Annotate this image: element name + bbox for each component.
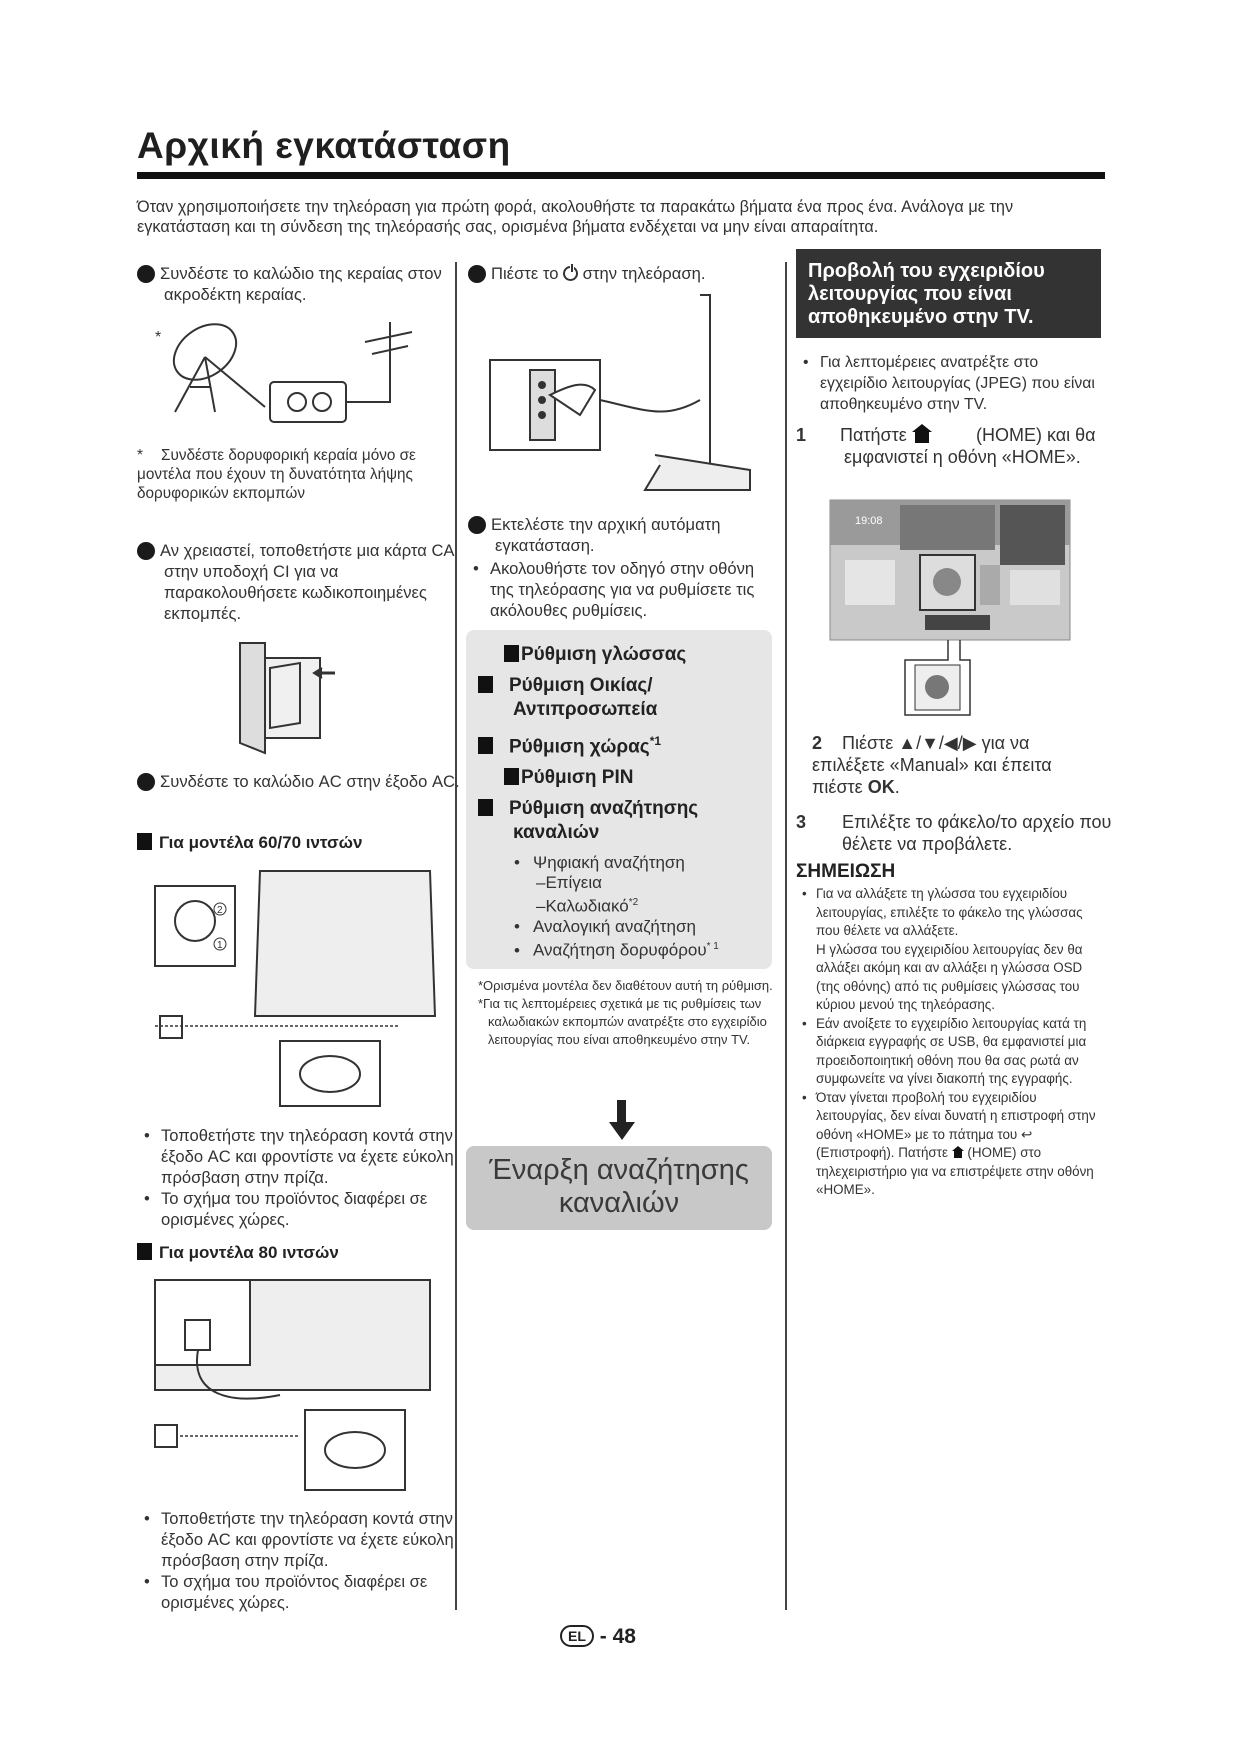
screen-time: 19:08: [855, 515, 883, 527]
return-icon: ↩: [1020, 1126, 1033, 1142]
manual-step-3-text: Επιλέξτε το φάκελο/το αρχείο που θέλετε να προβάλετε.: [842, 812, 1112, 854]
tv-stand: [645, 455, 750, 490]
manual-step-1-number: 1: [796, 425, 807, 445]
manual-step-2-number: 2: [812, 733, 823, 753]
page-footer: [560, 1625, 636, 1649]
cable-tie-inset-80: [305, 1410, 405, 1490]
ac-cable-diagram-80: [150, 1275, 440, 1495]
step-3-number: 3: [137, 773, 155, 791]
footnote-1: *Ορισμένα μοντέλα δεν διαθέτουν αυτή τη ρύθμιση.: [478, 978, 773, 993]
bullet-80-1: • Τοποθετήστε την τηλεόραση κοντά στην έξοδο AC και φροντίστε να έχετε εύκολη πρόσβαση στην πρίζα.: [137, 1508, 455, 1571]
footnote-2: *Για τις λεπτομέρειες σχετικά με τις ρυθμίσεις των καλωδιακών εκπομπών ανατρέξτε στο εγχειρίδιο λειτουργίας που είναι αποθηκευμένο στην TV.: [478, 996, 767, 1047]
home-screen-illustration: [830, 500, 1080, 715]
manual-section-header: Προβολή του εγχειριδίου λειτουργίας που είναι αποθηκευμένο στην TV.: [796, 249, 1101, 338]
search-satellite: • Αναζήτηση δορυφόρου$^{* 1}$: [514, 940, 719, 960]
step-4: [460, 263, 807, 284]
step-5: [460, 514, 807, 556]
models-80-label: Για μοντέλα 80 ιντσών: [159, 1243, 339, 1262]
models-80-heading: [137, 1243, 339, 1263]
step-3-text: Συνδέστε το καλώδιο AC στην έξοδο AC.: [160, 772, 460, 791]
plug-inset: [155, 1280, 250, 1365]
setting-pin: Ρύθμιση PIN: [478, 766, 770, 790]
page-title: Αρχική εγκατάσταση: [137, 125, 511, 166]
satellite-note-asterisk: *: [137, 447, 143, 464]
manual-step-1: [796, 424, 1096, 468]
roof-antenna-icon: [365, 322, 412, 372]
intro-text: Όταν χρησιμοποιήσετε την τηλεόραση για πρώτη φορά, ακολουθήστε τα παρακάτω βήματα ένα προς ένα. Ανάλογα με την εγκατάσταση και τη σύνδεση της τηλεόρασής σας, ορισμένα βήματα ενδέχεται να μην είναι απαραίτητα.: [137, 198, 1014, 236]
models-60-70-heading: [137, 833, 363, 853]
note-2: • Εάν ανοίξετε το εγχειρίδιο λειτουργίας κατά τη διάρκεια εγγραφής σε USB, θα εμφανιστεί μια προειδοποιητική οθόνη που θα σας ρωτά αν συμφωνείτε να γίνει διακοπή της εγγραφής.: [796, 1015, 1096, 1089]
note-list: [796, 885, 1096, 1200]
bullets-80: [137, 1508, 455, 1613]
note-1b: Η γλώσσα του εγχειριδίου λειτουργίας δεν θα αλλάξει ακόμη και αν αλλάξει η γλώσσα OSD (της οθόνης) από τις ρυθμίσεις γλώσσας του κύριου μενού της τηλεόρασης.: [816, 941, 1083, 1012]
cable-footnote-mark: *2: [628, 897, 639, 909]
cable-tie-inset: [280, 1041, 380, 1106]
bullet-60-70-2: • Το σχήμα του προϊόντος διαφέρει σε ορισμένες χώρες.: [137, 1188, 455, 1230]
search-terrestrial: –Επίγεια: [536, 873, 602, 893]
ca-card-diagram: [230, 638, 350, 758]
page-separator: -: [599, 1625, 607, 1648]
step-5-bullet: [466, 558, 782, 621]
start-channel-search-box: Έναρξη αναζήτησης καναλιών: [466, 1146, 772, 1230]
callout-1-a: 1: [217, 940, 223, 951]
column-divider-left: [455, 262, 457, 1610]
cable-clamp-inset: [155, 886, 235, 966]
note-3: • Όταν γίνεται προβολή του εγχειριδίου λειτουργίας, δεν είναι δυνατή η επιστροφή στην οθόνη «HOME» με το πάτημα του ↩ (Επιστροφή). Πατήστε (HOME) στο τηλεχειριστήριο για να επιστρέψετε στην οθόνη «HOME».: [796, 1089, 1096, 1200]
search-digital: • Ψηφιακή αναζήτηση: [514, 853, 685, 873]
title-rule: [137, 172, 1105, 179]
wall-outlet-icon: [160, 1016, 182, 1038]
step-5-bullet-text: • Ακολουθήστε τον οδηγό στην οθόνη της τηλεόρασης για να ρυθμίσετε τις ακόλουθες ρυθμίσεις.: [466, 558, 782, 621]
step-1-number: 1: [137, 265, 155, 283]
setting-language: Ρύθμιση γλώσσας: [478, 643, 770, 667]
step-3: [129, 771, 474, 792]
manual-intro: [796, 352, 1108, 415]
country-footnote-mark: *1: [649, 734, 662, 748]
manual-intro-text: • Για λεπτομέρειες ανατρέξτε στο εγχειρίδιο λειτουργίας (JPEG) που είναι αποθηκευμένο στην TV.: [796, 352, 1108, 415]
antenna-diagram: [150, 312, 420, 432]
tv-back-panel: [255, 871, 435, 1016]
language-badge: EL: [560, 1625, 594, 1647]
note-1: • Για να αλλάξετε τη γλώσσα του εγχειριδίου λειτουργίας, επιλέξτε το φάκελο της γλώσσας που θέλετε να αλλάξετε.: [796, 885, 1096, 941]
step-4-number: 4: [468, 265, 486, 283]
power-icon: [563, 266, 578, 281]
callout-2-a: 2: [217, 905, 223, 916]
manual-icon: [925, 675, 949, 699]
step-2: [129, 540, 474, 624]
satellite-note-text: Συνδέστε δορυφορική κεραία μόνο σε μοντέλα που έχουν τη δυνατότητα λήψης δορυφορικών εκπομπών: [137, 447, 416, 502]
step-4-text-before: Πιέστε το: [491, 264, 559, 283]
step-2-number: 2: [137, 542, 155, 560]
column-divider-right: [785, 262, 787, 1610]
settings-list: [478, 643, 770, 961]
models-60-70-label: Για μοντέλα 60/70 ιντσών: [159, 833, 363, 852]
tv-side-profile: [700, 295, 710, 470]
step-2-text: Αν χρειαστεί, τοποθετήστε μια κάρτα CA στην υποδοχή CI για να παρακολουθήσετε κωδικοποιημένες εκπομπές.: [160, 541, 454, 623]
down-arrow-icon: [607, 1100, 637, 1142]
manual-step-2-end: .: [894, 777, 900, 797]
footnotes: [478, 977, 774, 1049]
step-1-text: Συνδέστε το καλώδιο της κεραίας στον ακροδέκτη κεραίας.: [160, 264, 442, 304]
step-4-text-after: στην τηλεόραση.: [582, 264, 706, 283]
step-5-number: 5: [468, 516, 486, 534]
antenna-terminal-box: [270, 382, 346, 422]
manual-step-3-number: 3: [796, 812, 807, 832]
tv-power-diagram: [485, 290, 755, 500]
bullet-80-2: • Το σχήμα του προϊόντος διαφέρει σε ορισμένες χώρες.: [137, 1571, 455, 1613]
home-icon-small: [952, 1146, 964, 1158]
antenna-cable: [346, 352, 390, 402]
search-cable: –Καλωδιακό$^{*2}$: [536, 896, 639, 916]
satellite-dish-icon: [163, 313, 246, 391]
manual-step-2-text: Πιέστε ▲/▼/◀/▶ για να επιλέξετε «Manual» και έπειτα πιέστε: [812, 733, 1052, 797]
setting-search: Ρύθμιση αναζήτησης καναλιών: [478, 797, 770, 845]
note-title: ΣΗΜΕΙΩΣΗ: [796, 861, 896, 882]
ok-button-label: OK: [867, 777, 895, 797]
home-icon: [912, 424, 932, 442]
step-1: [129, 263, 476, 305]
search-analog: • Αναλογική αναζήτηση: [514, 916, 696, 936]
bullet-60-70-1: • Τοποθετήστε την τηλεόραση κοντά στην έξοδο AC και φροντίστε να έχετε εύκολη πρόσβαση στην πρίζα.: [137, 1125, 455, 1188]
manual-step-1-text-a: Πατήστε: [840, 425, 907, 445]
satellite-footnote-mark: * 1: [706, 940, 719, 952]
page-number: 48: [612, 1625, 636, 1648]
ac-cable-diagram-60-70: [150, 866, 440, 1111]
bullets-60-70: [137, 1125, 455, 1230]
step-5-text: Εκτελέστε την αρχική αυτόματη εγκατάσταση.: [491, 515, 721, 555]
manual-step-2: [812, 732, 1102, 798]
setting-country: Ρύθμιση χώρας$^{*1}$: [478, 729, 770, 759]
wall-outlet-icon-80: [155, 1425, 177, 1447]
manual-step-1-text-b: (HOME) και θα εμφανιστεί η οθόνη «HOME».: [844, 425, 1096, 467]
setting-home: Ρύθμιση Οικίας/ Αντιπροσωπεία: [478, 674, 770, 722]
antenna-asterisk: *: [155, 329, 162, 346]
manual-step-3: [796, 811, 1142, 855]
satellite-note: [137, 446, 437, 503]
